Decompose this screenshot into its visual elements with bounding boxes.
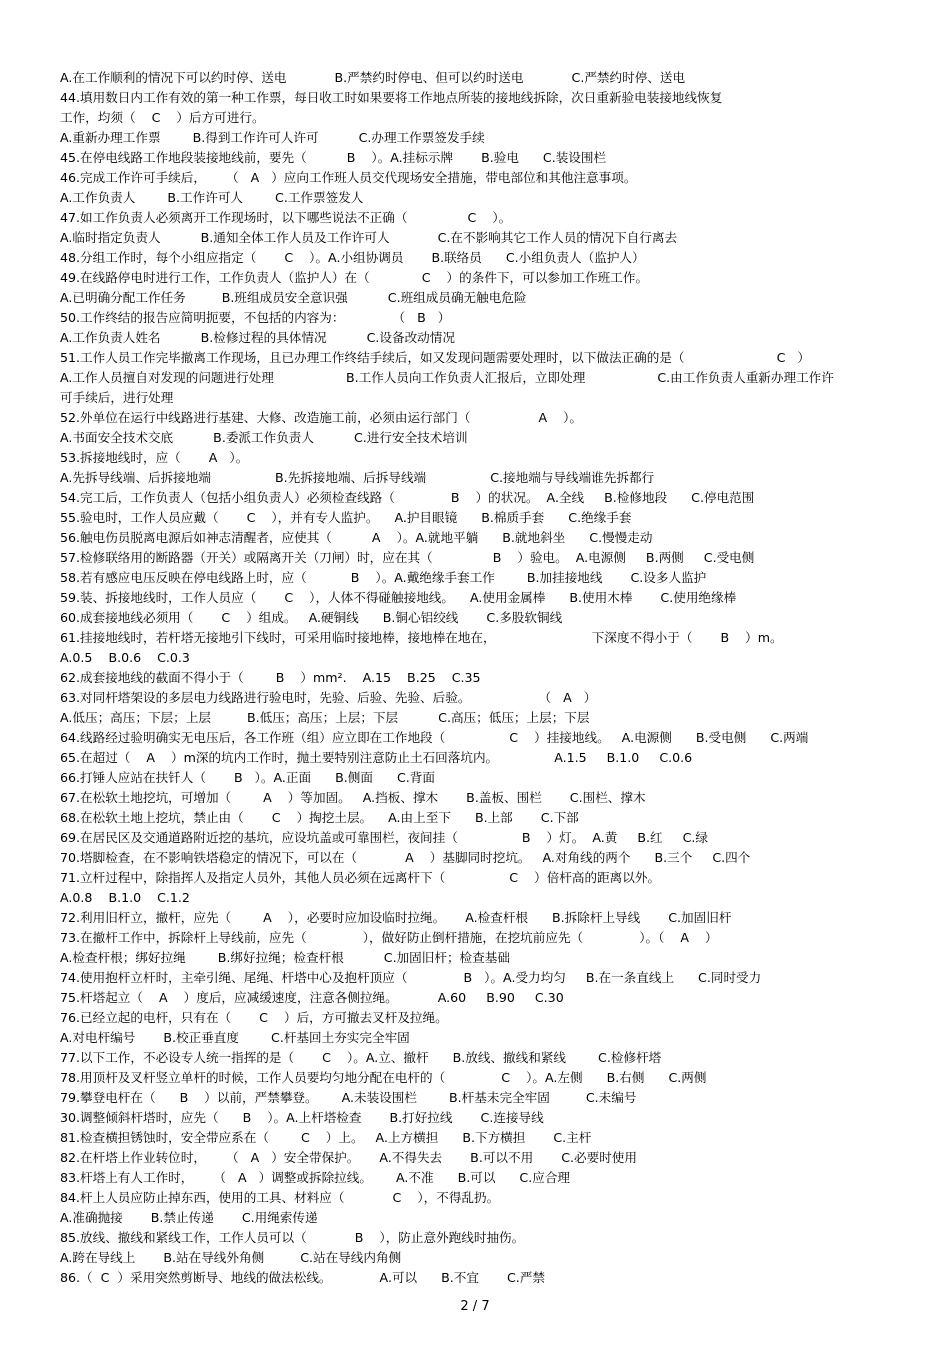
text-line: 53.拆接地线时，应（ A ）。: [60, 450, 249, 465]
text-line: 55.验电时，工作人员应戴（ C ），并有专人监护。 A.护目眼镜 B.棉质手套 C.绝缘手套: [60, 510, 632, 525]
text-line: 81.检查横担锈蚀时，安全带应系在（ C ）上。 A.上方横担 B.下方横担 C.主杆: [60, 1130, 592, 1145]
text-line: 77.以下工作，不必设专人统一指挥的是（ C ）。A.立、撤杆 B.放线、撤线和紧线 C.检修杆塔: [60, 1050, 662, 1065]
text-line: 48.分组工作时，每个小组应指定（ C ）。A.小组协调员 B.联络员 C.小组负责人（监护人）: [60, 250, 645, 265]
text-line: A.准确抛接 B.禁止传递 C.用绳索传递: [60, 1210, 318, 1225]
text-line: A.先拆导线端、后拆接地端 B.先拆接地端、后拆导线端 C.接地端与导线端谁先拆都行: [60, 470, 655, 485]
text-line: A.工作负责人 B.工作许可人 C.工作票签发人: [60, 190, 364, 205]
text-line: 30.调整倾斜杆塔时，应先（ B ）。A.上杆塔检查 B.打好拉线 C.连接导线: [60, 1110, 544, 1125]
text-line: 57.检修联络用的断路器（开关）或隔离开关（刀闸）时，应在其（ B ）验电。 A.电源侧 B.两侧 C.受电侧: [60, 550, 755, 565]
text-line: 61.挂接地线时，若杆塔无接地引下线时，可采用临时接地棒，接地棒在地在， 下深度不得小于（ B ）m。: [60, 630, 783, 645]
text-line: 51.工作人员工作完毕撤离工作现场，且已办理工作终结手续后，如又发现问题需要处理时，以下做法正确的是（ C ）: [60, 350, 810, 365]
text-line: 44.填用数日内工作有效的第一种工作票，每日收工时如果要将工作地点所装的接地线拆除，次日重新验电装接地线恢复: [60, 90, 723, 105]
text-line: 68.在松软土地上挖坑，禁止由（ C ）掏挖土层。 A.由上至下 B.上部 C.下部: [60, 810, 579, 825]
text-line: A.0.8 B.1.0 C.1.2: [60, 890, 190, 905]
text-line: 70.塔脚检查，在不影响铁塔稳定的情况下，可以在（ A ）基脚同时挖坑。 A.对角线的两个 B.三个 C.四个: [60, 850, 751, 865]
text-line: 79.攀登电杆在（ B ）以前，严禁攀登。 A.未装设围栏 B.杆基未完全牢固 C.未编号: [60, 1090, 637, 1105]
text-line: A.书面安全技术交底 B.委派工作负责人 C.进行安全技术培训: [60, 430, 468, 445]
text-line: 86.（ C ）采用突然剪断导、地线的做法松线。 A.可以 B.不宜 C.严禁: [60, 1270, 546, 1285]
text-line: A.跨在导线上 B.站在导线外角侧 C.站在导线内角侧: [60, 1250, 402, 1265]
text-line: 72.利用旧杆立，撤杆，应先（ A ），必要时应加设临时拉绳。 A.检查杆根 B.拆除杆上导线 C.加固旧杆: [60, 910, 732, 925]
text-line: A.检查杆根；绑好拉绳 B.绑好拉绳；检查杆根 C.加固旧杆；检查基础: [60, 950, 510, 965]
text-line: 50.工作终结的报告应简明扼要，不包括的内容为： （ B ）: [60, 310, 451, 325]
text-line: 可手续后，进行处理: [60, 390, 174, 405]
text-line: 58.若有感应电压反映在停电线路上时，应（ B ）。A.戴绝缘手套工作 B.加挂接地线 C.设多人监护: [60, 570, 707, 585]
text-line: 71.立杆过程中，除指挥人及指定人员外，其他人员必须在远离杆下（ C ）倍杆高的距离以外。: [60, 870, 661, 885]
text-line: 69.在居民区及交通道路附近挖的基坑，应设坑盖或可靠围栏，夜间挂（ B ）灯。 A.黄 B.红 C.绿: [60, 830, 708, 845]
text-line: A.0.5 B.0.6 C.0.3: [60, 650, 190, 665]
text-line: 46.完成工作许可手续后， （ A ）应向工作班人员交代现场安全措施，带电部位和其他注意事项。: [60, 170, 637, 185]
text-line: 83.杆塔上有人工作时， （ A ）调整或拆除拉线。 A.不准 B.可以 C.应合理: [60, 1170, 571, 1185]
text-line: 78.用顶杆及叉杆竖立单杆的时候，工作人员要均匀地分配在电杆的（ C ）。A.左侧 B.右侧 C.两侧: [60, 1070, 707, 1085]
text-line: 85.放线、撤线和紧线工作，工作人员可以（ B ），防止意外跑线时抽伤。: [60, 1230, 525, 1245]
text-line: 67.在松软土地挖坑，可增加（ A ）等加固。 A.挡板、撑木 B.盖板、围栏 C.围栏、撑木: [60, 790, 646, 805]
text-line: 65.在超过（ A ）m深的坑内工作时，抛土要特别注意防止土石回落坑内。 A.1.5 B.1.0 C.0.6: [60, 750, 693, 765]
text-line: 64.线路经过验明确实无电压后，各工作班（组）应立即在工作地段（ C ）挂接地线。 A.电源侧 B.受电侧 C.两端: [60, 730, 809, 745]
text-line: 82.在杆塔上作业转位时， （ A ）安全带保护。 A.不得失去 B.可以不用 C.必要时使用: [60, 1150, 637, 1165]
text-line: 60.成套接地线必须用（ C ）组成。 A.硬铜线 B.铜心铝绞线 C.多股软铜线: [60, 610, 563, 625]
text-line: 工作，均须（ C ）后方可进行。: [60, 110, 265, 125]
text-line: 76.已经立起的电杆，只有在（ C ）后，方可撤去叉杆及拉绳。: [60, 1010, 448, 1025]
text-line: 52.外单位在运行中线路进行基建、大修、改造施工前，必须由运行部门（ A ）。: [60, 410, 583, 425]
text-line: 63.对同杆塔架设的多层电力线路进行验电时，先验、后验、先验、后验。 （ A ）: [60, 690, 597, 705]
text-line: A.工作负责人姓名 B.检修过程的具体情况 C.设备改动情况: [60, 330, 455, 345]
text-line: A.工作人员擅自对发现的问题进行处理 B.工作人员向工作负责人汇报后，立即处理 C.由工作负责人重新办理工作许: [60, 370, 834, 385]
text-line: 59.装、拆接地线时，工作人员应（ C ），人体不得碰触接地线。 A.使用金属棒 B.使用木棒 C.使用绝缘棒: [60, 590, 737, 605]
text-line: 84.杆上人员应防止掉东西，使用的工具、材料应（ C ），不得乱扔。: [60, 1190, 500, 1205]
text-line: 49.在线路停电时进行工作，工作负责人（监护人）在（ C ）的条件下，可以参加工作班工作。: [60, 270, 649, 285]
text-line: A.低压；高压；下层；上层 B.低压；高压；上层；下层 C.高压；低压；上层；下层: [60, 710, 590, 725]
text-line: 47.如工作负责人必须离开工作现场时，以下哪些说法不正确（ C ）。: [60, 210, 512, 225]
text-line: A.已明确分配工作任务 B.班组成员安全意识强 C.班组成员确无触电危险: [60, 290, 527, 305]
text-line: A.在工作顺利的情况下可以约时停、送电 B.严禁约时停电、但可以约时送电 C.严禁约时停、送电: [60, 70, 686, 85]
question-list: [60, 68, 890, 1288]
text-line: 66.打锤人应站在扶钎人（ B ）。A.正面 B.侧面 C.背面: [60, 770, 435, 785]
text-line: A.对电杆编号 B.校正垂直度 C.杆基回土夯实完全牢固: [60, 1030, 410, 1045]
text-line: 75.杆塔起立（ A ）度后，应减缓速度，注意各侧拉绳。 A.60 B.90 C.30: [60, 990, 564, 1005]
text-line: 54.完工后，工作负责人（包括小组负责人）必须检查线路（ B ）的状况。 A.全线 B.检修地段 C.停电范围: [60, 490, 755, 505]
text-line: 73.在撤杆工作中，拆除杆上导线前，应先（ ），做好防止倒杆措施，在挖坑前应先（ ）。（ A ）: [60, 930, 718, 945]
text-line: 62.成套接地线的截面不得小于（ B ）mm². A.15 B.25 C.35: [60, 670, 481, 685]
text-line: 74.使用抱杆立杆时，主牵引绳、尾绳、杆塔中心及抱杆顶应（ B ）。A.受力均匀 B.在一条直线上 C.同时受力: [60, 970, 762, 985]
page-number: 2 / 7: [460, 1299, 490, 1314]
text-line: 56.触电伤员脱离电源后如神志清醒者，应使其（ A ）。A.就地平躺 B.就地斜坐 C.慢慢走动: [60, 530, 653, 545]
text-line: 45.在停电线路工作地段装接地线前，要先（ B ）。A.挂标示牌 B.验电 C.装设围栏: [60, 150, 607, 165]
text-line: A.重新办理工作票 B.得到工作许可人许可 C.办理工作票签发手续: [60, 130, 485, 145]
text-line: A.临时指定负责人 B.通知全体工作人员及工作许可人 C.在不影响其它工作人员的情况下自行离去: [60, 230, 678, 245]
